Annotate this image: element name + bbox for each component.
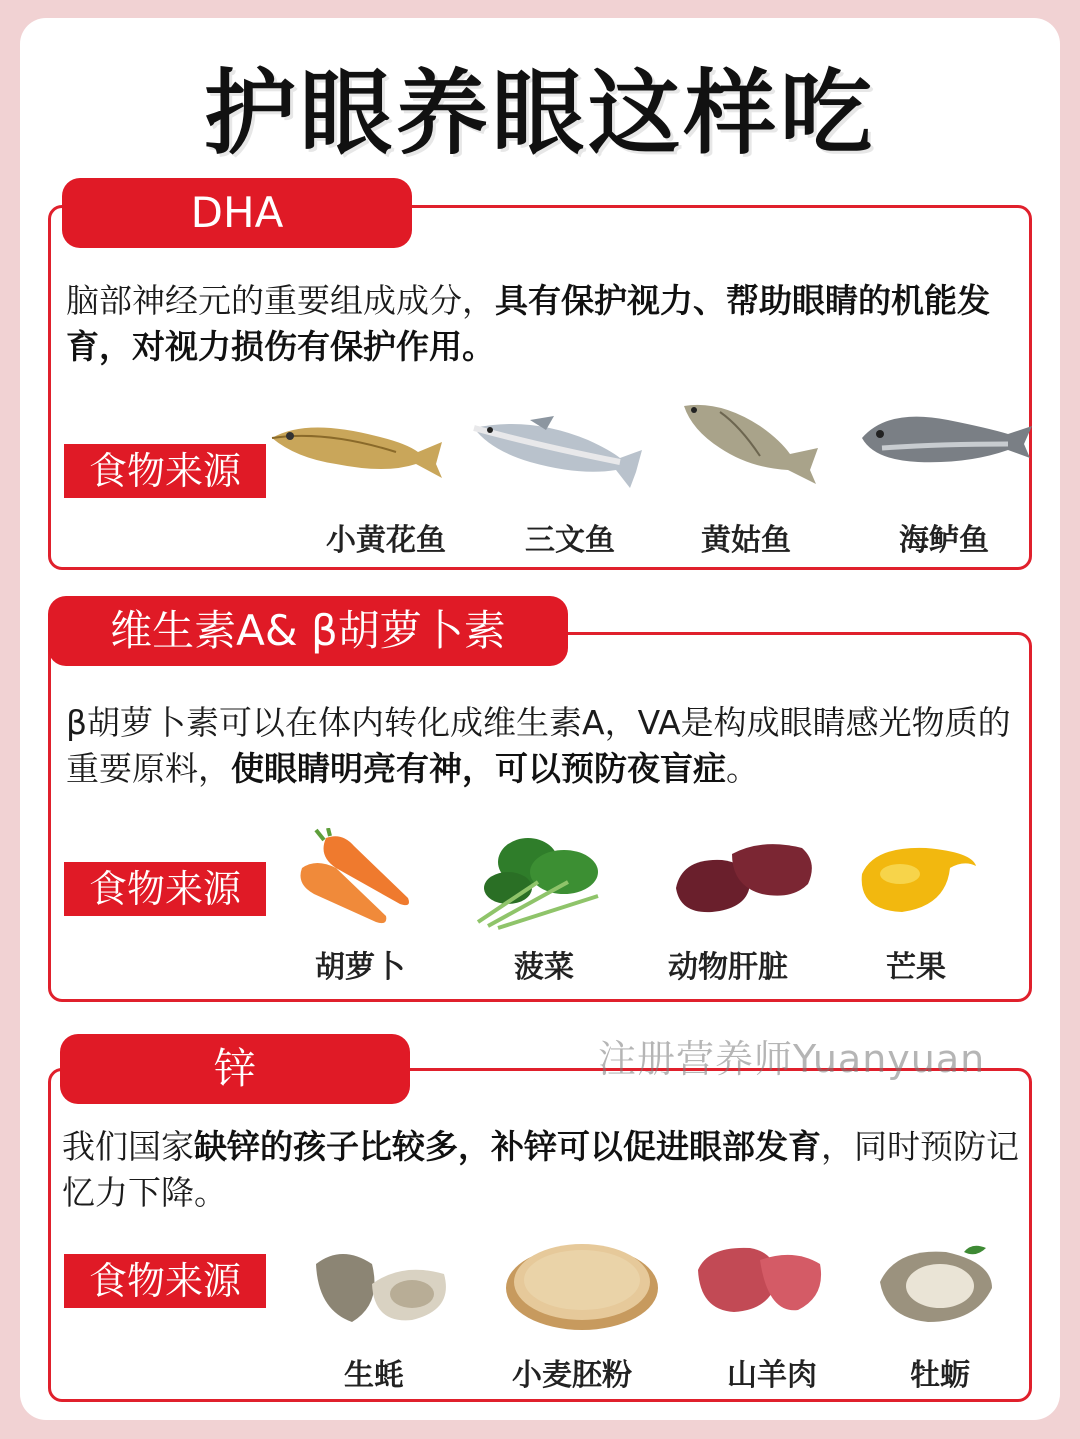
- section-vitamin-a-description: [66, 700, 1026, 792]
- food-label: 生蚝: [344, 1358, 404, 1393]
- section-tag-zinc: 锌: [60, 1034, 410, 1104]
- mango-icon: [854, 844, 980, 916]
- food-label: 动物肝脏: [668, 950, 788, 985]
- section-tag-vitamin-a: 维生素A& β胡萝卜素: [48, 596, 568, 666]
- description-text: ，同时预防记忆力下降。: [62, 1127, 1019, 1212]
- yellow-croaker-icon: [266, 408, 446, 480]
- description-text: 。: [726, 749, 759, 788]
- raw-oyster-icon: [312, 1244, 454, 1326]
- food-label: 牡蛎: [910, 1358, 970, 1393]
- section-tag-dha: DHA: [62, 178, 412, 248]
- food-source-label: 食物来源: [64, 444, 266, 498]
- food-source-label: 食物来源: [64, 1254, 266, 1308]
- spinach-icon: [468, 822, 616, 932]
- description-highlight: 使眼睛明亮有神，可以预防夜盲症: [231, 749, 726, 788]
- description-text: β胡萝卜素可以在体内转化成维生素A，VA是构成眼睛感光物质的重要原料，: [66, 703, 1011, 788]
- description-highlight: 缺锌的孩子比较多，补锌可以促进眼部发育: [194, 1127, 821, 1166]
- food-label: 菠菜: [514, 950, 574, 985]
- food-source-label: 食物来源: [64, 862, 266, 916]
- description-text: 脑部神经元的重要组成成分，: [66, 281, 495, 320]
- croaker-fish-icon: [680, 396, 824, 486]
- description-highlight: 具有保护视力、帮助眼睛的机能发育，对视力损伤有保护作用。: [66, 281, 990, 366]
- carrot-icon: [296, 828, 412, 928]
- description-text: 我们国家: [62, 1127, 194, 1166]
- page-title: 护眼养眼这样吃: [203, 60, 876, 167]
- wheat-germ-powder-icon: [504, 1232, 660, 1332]
- food-label: 小黄花鱼: [326, 523, 446, 558]
- food-label: 三文鱼: [525, 523, 615, 558]
- watermark: 注册营养师Yuanyuan: [598, 1037, 986, 1081]
- food-label: 芒果: [886, 950, 946, 985]
- food-label: 小麦胚粉: [512, 1358, 632, 1393]
- food-label: 黄姑鱼: [701, 523, 791, 558]
- section-dha-description: [66, 278, 1026, 370]
- liver-icon: [672, 838, 818, 918]
- food-label: 胡萝卜: [315, 950, 405, 985]
- food-label: 山羊肉: [727, 1358, 817, 1393]
- sea-bass-icon: [858, 404, 1034, 468]
- section-zinc-description: [62, 1124, 1022, 1216]
- food-label: 海鲈鱼: [899, 523, 989, 558]
- salmon-icon: [470, 406, 646, 490]
- goat-meat-icon: [694, 1240, 826, 1318]
- oyster-icon: [876, 1242, 996, 1326]
